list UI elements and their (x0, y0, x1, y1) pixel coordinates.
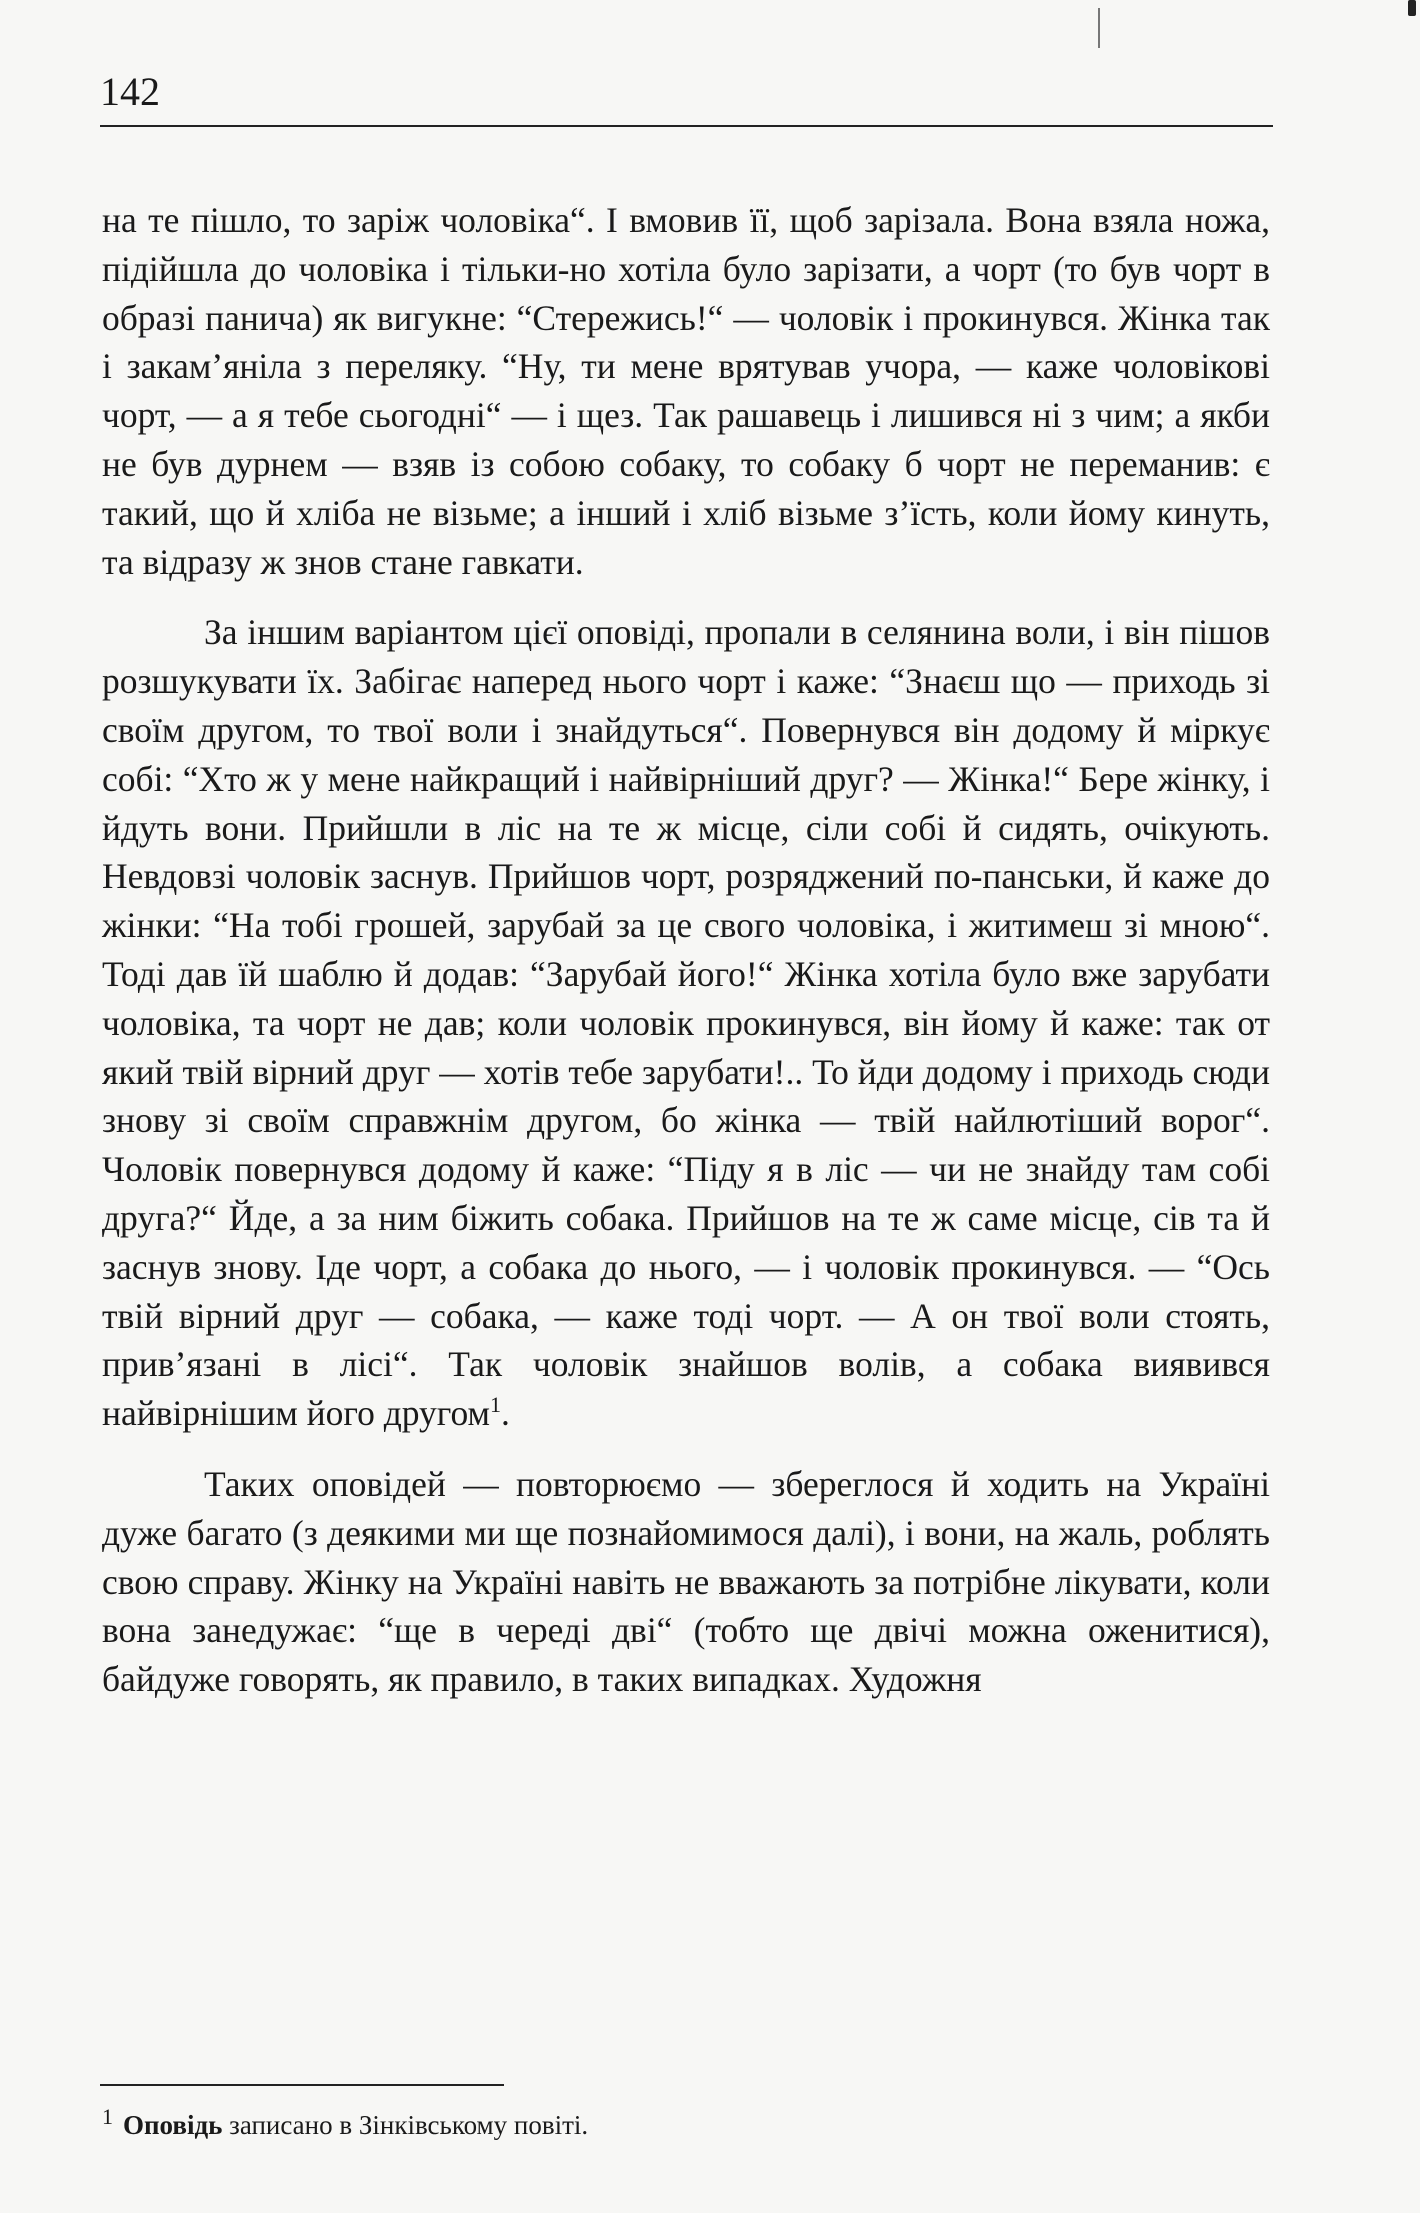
footnote-lead: Оповідь (123, 2110, 223, 2140)
footnote-rule (100, 2084, 504, 2086)
paragraph (102, 196, 1270, 586)
footnote-marker: 1 (102, 2104, 113, 2129)
page-number: 142 (100, 69, 160, 114)
footnote-reference[interactable]: 1 (490, 1392, 502, 1418)
footnote-text: записано в Зінківському повіті. (222, 2110, 589, 2140)
body-text (102, 196, 1270, 1704)
scan-edge-mark (1098, 8, 1100, 48)
paragraph-text: на те пішло, то заріж чоловіка“. І вмовив її, щоб зарізала. Вона взяла ножа, підійшла до чоловіка і тільки-но хотіла було зарізати, а чорт (то був чорт в образі панича) як вигукне: “Стережись!“ — чоловік і прокинувся. Жінка так і закам’яніла з переляку. “Ну, ти мене врятував учора, — каже чоловікові чорт, — а я тебе сьогодні“ — і щез. Так рашавець і лишився ні з чим; а якби не був дурнем — взяв із собою собаку, то собаку б чорт не переманив: є такий, що й хліба не візьме; а інший і хліб візьме з’їсть, коли йому кинуть, та відразу ж знов стане гавкати. (102, 200, 1270, 582)
paragraph (102, 608, 1270, 1438)
scan-corner-mark (1408, 0, 1416, 16)
paragraph-text: Таких оповідей — повторюємо — збереглося й ходить на Україні дуже багато (з деякими ми ще познайомимося далі), і вони, на жаль, роблять свою справу. Жінку на Україні навіть не вважають за потрібне лікувати, коли вона занедужає: “ще в череді дві“ (тобто ще двічі можна оженитися), байдуже говорять, як правило, в таких випадках. Художня (102, 1463, 1270, 1700)
paragraph-text: За іншим варіантом цієї оповіді, пропали в селянина воли, і він пішов розшукувати їх. Забігає наперед нього чорт і каже: “Знаєш що — приходь зі своїм другом, то твої воли і знайдуться“. Повернувся він додому й міркує собі: “Хто ж у мене найкращий і найвірніший друг? — Жінка!“ Бере жінку, і йдуть вони. Прийшли в ліс на те ж місце, сіли собі й сидять, очікують. Невдовзі чоловік заснув. Прийшов чорт, розряджений по-панськи, й каже до жінки: “На тобі грошей, зарубай за це свого чоловіка, і житимеш зі мною“. Тоді дав їй шаблю й додав: “Зарубай його!“ Жінка хотіла було вже зарубати чоловіка, та чорт не дав; коли чоловік прокинувся, він йому й каже: так от який твій вірний друг — хотів тебе зарубати!.. То йди додому і приходь сюди знову зі своїм справжнім другом, бо жінка — твій найлютіший ворог“. Чоловік повернувся додому й каже: “Піду я в ліс — чи не знайду там собі друга?“ Йде, а за ним біжить собака. Прийшов на те ж саме місце, сів та й заснув знову. Іде чорт, а собака до нього, — і чоловік прокинувся. — “Ось твій вірний друг — собака, — каже тоді чорт. — А он твої воли стоять, прив’язані в лісі“. Так чоловік знайшов волів, а собака виявився найвірнішим його другом (102, 612, 1270, 1434)
paragraph (102, 1460, 1270, 1704)
footnote (102, 2100, 1270, 2142)
paragraph-tail: . (501, 1393, 510, 1434)
header-rule (100, 125, 1273, 127)
